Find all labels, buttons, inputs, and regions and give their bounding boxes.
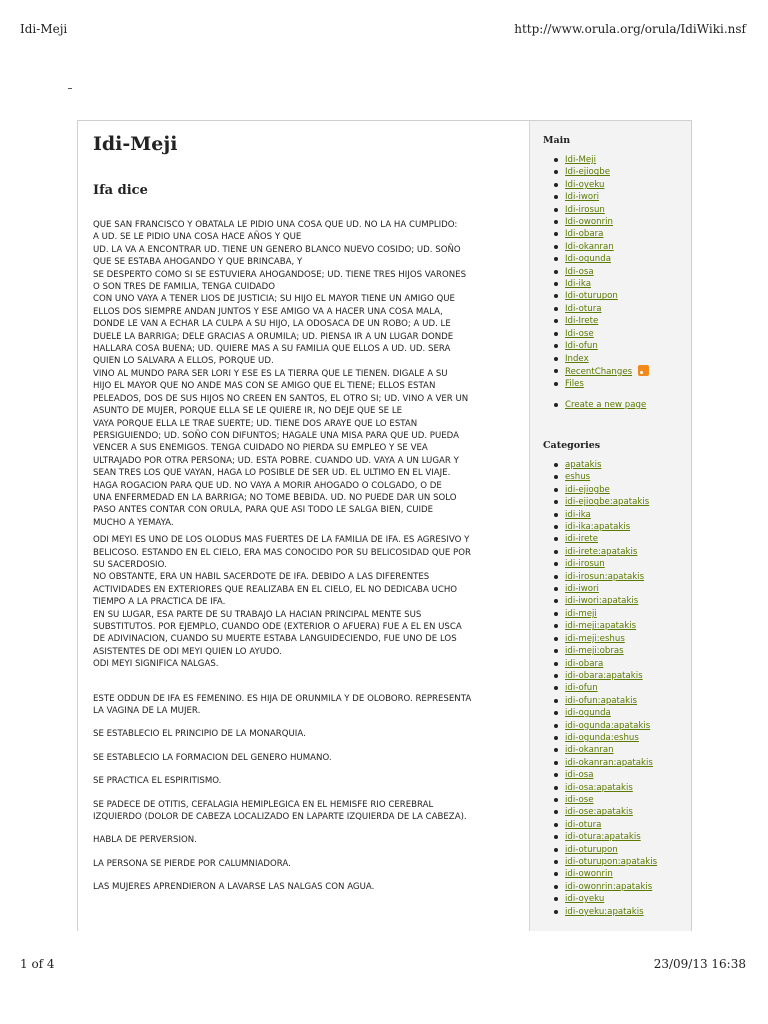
- list-item: [565, 695, 692, 707]
- categories-list: [530, 459, 692, 918]
- category-link[interactable]: idi-ose: [565, 794, 594, 805]
- sidebar-main-link[interactable]: Idi-oturupon: [565, 291, 618, 302]
- list-item: [565, 509, 692, 521]
- category-link[interactable]: idi-obara:apatakis: [565, 670, 643, 681]
- category-link[interactable]: idi-irete:apatakis: [565, 546, 638, 557]
- text-line: DONDE LE VAN A ECHAR LA CULPA A SU HIJO, LA ODOSACA DE UN ROBO; A UD. LE: [93, 319, 451, 330]
- list-item: [565, 608, 692, 620]
- text-line: LA PERSONA SE PIERDE POR CALUMNIADORA.: [93, 858, 291, 869]
- list-item: [565, 881, 692, 893]
- category-link[interactable]: idi-otura:apatakis: [565, 832, 641, 843]
- text-line: HAGA ROGACION PARA QUE UD. NO VAYA A MORIR AHOGADO O COLGADO, O DE: [93, 480, 442, 491]
- list-item: [565, 315, 692, 327]
- text-line: ODI MEYI SIGNIFICA NALGAS.: [93, 659, 219, 670]
- text-line: ESTE ODDUN DE IFA ES FEMENINO. ES HIJA DE ORUNMILA Y DE OLOBORO. REPRESENTA: [93, 693, 472, 704]
- rss-feed-icon[interactable]: [638, 365, 649, 376]
- list-item: [565, 266, 692, 278]
- sidebar-main-link[interactable]: Idi-ika: [565, 279, 591, 290]
- list-item: [565, 191, 692, 203]
- print-header-url: http://www.orula.org/orula/IdiWiki.nsf: [514, 22, 746, 36]
- text-line: PERSIGUIENDO; UD. SOÑO CON DIFUNTOS; HAGALE UNA MISA PARA QUE UD. PUEDA: [93, 430, 460, 441]
- list-item: [565, 459, 692, 471]
- sidebar-main-link[interactable]: Idi-okanran: [565, 241, 614, 252]
- text-line: LAS MUJERES APRENDIERON A LAVARSE LAS NALGAS CON AGUA.: [93, 882, 375, 893]
- list-item: [565, 399, 692, 411]
- list-item: [565, 533, 692, 545]
- text-line: SE DESPERTO COMO SI SE ESTUVIERA AHOGANDOSE; UD. TIENE TRES HIJOS VARONES: [93, 269, 467, 280]
- paragraph: [93, 219, 521, 529]
- category-link[interactable]: idi-ose:apatakis: [565, 807, 633, 818]
- list-item: [565, 868, 692, 880]
- text-line: ACTIVIDADES EN EXTERIORES QUE REALIZABA EN EL CIELO, EL NO DEDICABA UCHO: [93, 584, 458, 595]
- list-item: [565, 521, 692, 533]
- list-item: [565, 819, 692, 831]
- category-link[interactable]: idi-iwori:apatakis: [565, 596, 639, 607]
- category-link[interactable]: idi-okanran:apatakis: [565, 757, 653, 768]
- paragraph: [93, 858, 521, 870]
- text-line: NO OBSTANTE, ERA UN HABIL SACERDOTE DE IFA. DEBIDO A LAS DIFERENTES: [93, 572, 430, 583]
- list-item: [565, 290, 692, 302]
- sidebar-main-link[interactable]: Files: [565, 379, 584, 390]
- list-item: [565, 484, 692, 496]
- text-line: HALLARA COSA BUENA; UD. QUIERE MAS A SU FAMILIA QUE ELLOS A UD. UD. SERA: [93, 344, 451, 355]
- list-item: [565, 546, 692, 558]
- sidebar-main-link[interactable]: Idi-ose: [565, 328, 594, 339]
- list-item: [565, 782, 692, 794]
- list-item: [565, 571, 692, 583]
- sidebar-main-link[interactable]: Index: [565, 353, 589, 364]
- text-line: DUELE LA BARRIGA; DELE GRACIAS A ORUMILA; UD. PIENSA IR A UN LUGAR DONDE: [93, 331, 454, 342]
- paragraph: [93, 799, 521, 824]
- text-line: SU SACERDOSIO.: [93, 559, 167, 570]
- list-item: [565, 769, 692, 781]
- sidebar-main-link[interactable]: Idi-obara: [565, 229, 604, 240]
- category-link[interactable]: idi-meji:eshus: [565, 633, 625, 644]
- text-line: TIEMPO A LA PRACTICA DE IFA.: [93, 597, 226, 608]
- category-link[interactable]: idi-ofun:apatakis: [565, 695, 638, 706]
- list-item: [565, 378, 692, 390]
- create-list: [530, 399, 692, 411]
- text-line: UNA ENFERMEDAD EN LA BARRIGA; NO TOME BEBIDA. UD. NO PUEDE DAR UN SOLO: [93, 492, 457, 503]
- category-link[interactable]: idi-irete: [565, 534, 599, 545]
- print-header-title: Idi-Meji: [20, 22, 68, 36]
- category-link[interactable]: eshus: [565, 472, 591, 483]
- text-line: UD. LA VA A ENCONTRAR UD. TIENE UN GENERO BLANCO NUEVO COSIDO; UD. SOÑO: [93, 244, 461, 255]
- list-item: [565, 179, 692, 191]
- category-link[interactable]: apatakis: [565, 460, 602, 470]
- list-item: [565, 744, 692, 756]
- category-link[interactable]: idi-okanran: [565, 745, 614, 756]
- category-link[interactable]: idi-meji:apatakis: [565, 621, 637, 632]
- text-line: QUE SAN FRANCISCO Y OBATALA LE PIDIO UNA COSA QUE UD. NO LA HA CUMPLIDO:: [93, 220, 458, 230]
- text-line: ODI MEYI ES UNO DE LOS OLODUS MAS FUERTES DE LA FAMILIA DE IFA. ES AGRESIVO Y: [93, 535, 470, 546]
- sidebar-categories-title: Categories: [543, 440, 601, 451]
- text-line: A UD. SE LE PIDIO UNA COSA HACE AÑOS Y QUE: [93, 232, 302, 243]
- list-item: [565, 720, 692, 732]
- list-item: [565, 893, 692, 905]
- category-link[interactable]: idi-ika: [565, 509, 591, 520]
- text-line: VENCER A SUS ENEMIGOS. TENGA CUIDADO NO PIERDA SU EMPLEO Y SE VEA: [93, 443, 428, 454]
- list-item: [565, 365, 692, 378]
- text-line: LA VAGINA DE LA MUJER.: [93, 706, 201, 717]
- text-line: PASO ANTES CONTAR CON ORULA, PARA QUE ASI TODO LE SALGA BIEN, CUIDE: [93, 505, 434, 516]
- sidebar-main-link[interactable]: Idi-otura: [565, 303, 602, 314]
- list-item: [565, 645, 692, 657]
- paragraph: [93, 752, 521, 764]
- category-link[interactable]: idi-oyeku:apatakis: [565, 906, 644, 917]
- text-line: QUE SE ESTABA AHOGANDO Y QUE BRINCABA, Y: [93, 257, 303, 268]
- list-item: [565, 844, 692, 856]
- category-link[interactable]: idi-osa: [565, 770, 594, 781]
- text-line: ELLOS DOS SIEMPRE ANDAN JUNTOS Y ESE AMIGO VA A HACER UNA COSA MALA,: [93, 306, 443, 317]
- category-link[interactable]: idi-oyeku: [565, 894, 605, 905]
- list-item: [565, 496, 692, 508]
- section-heading: Ifa dice: [93, 183, 148, 198]
- sidebar-main-link[interactable]: Idi-Irete: [565, 316, 599, 327]
- sidebar-categories-section: [530, 440, 692, 918]
- list-item: [565, 633, 692, 645]
- category-link[interactable]: idi-osa:apatakis: [565, 782, 633, 793]
- article-body: [93, 219, 521, 894]
- text-line: DE ADIVINACION, CUANDO SU MUERTE ESTABA LANGUIDECIENDO, FUE UNO DE LOS: [93, 634, 457, 645]
- sidebar-main-link[interactable]: Idi-irosun: [565, 204, 605, 215]
- category-link[interactable]: idi-ika:apatakis: [565, 522, 631, 533]
- text-line: VAYA PORQUE ELLA LE TRAE SUERTE; UD. TIENE DOS ARAYE QUE LO ESTAN: [93, 418, 418, 429]
- page-title: Idi-Meji: [93, 133, 178, 155]
- list-item: [565, 658, 692, 670]
- list-item: [565, 806, 692, 818]
- sidebar-main-link[interactable]: Idi-ejiogbe: [565, 167, 610, 178]
- sidebar-main-link[interactable]: Idi-ogunda: [565, 254, 611, 265]
- text-line: SUBSTITUTOS. POR EJEMPLO, CUANDO ODE (EXTERIOR O AFUERA) FUE A EL EN USCA: [93, 622, 462, 632]
- paragraph: [93, 728, 521, 740]
- category-link[interactable]: idi-obara: [565, 658, 604, 669]
- text-line: ULTRAJADO POR OTRA PERSONA; UD. ESTA POBRE. CUANDO UD. VAYA A UN LUGAR Y: [93, 455, 459, 466]
- category-link[interactable]: idi-ogunda:eshus: [565, 732, 639, 743]
- list-item: [565, 732, 692, 744]
- sidebar-main-link[interactable]: Idi-Meji: [565, 155, 596, 165]
- list-item: [565, 757, 692, 769]
- sidebar-main-link[interactable]: Idi-owonrin: [565, 217, 613, 228]
- sidebar-main-link[interactable]: Idi-iwori: [565, 192, 600, 203]
- text-line: EN SU LUGAR, ESA PARTE DE SU TRABAJO LA HACIAN PRINCIPAL MENTE SUS: [93, 609, 422, 620]
- category-link[interactable]: idi-irosun: [565, 559, 605, 570]
- sidebar: [529, 121, 692, 931]
- text-line: SE PRACTICA EL ESPIRITISMO.: [93, 776, 222, 787]
- text-line: HABLA DE PERVERSION.: [93, 835, 197, 846]
- list-item: [565, 353, 692, 365]
- sidebar-main-link[interactable]: RecentChanges: [565, 366, 633, 377]
- paragraph: [93, 775, 521, 787]
- list-item: [565, 583, 692, 595]
- category-link[interactable]: idi-owonrin:apatakis: [565, 881, 653, 892]
- sidebar-main-link[interactable]: Idi-oyeku: [565, 179, 605, 190]
- list-item: [565, 856, 692, 868]
- list-item: [565, 204, 692, 216]
- list-item: [565, 595, 692, 607]
- text-line: HIJO EL MAYOR QUE NO ANDE MAS CON SE AMIGO QUE EL TIENE; ELLOS ESTAN: [93, 381, 436, 392]
- text-line: CON UNO VAYA A TENER LIOS DE JUSTICIA; SU HIJO EL MAYOR TIENE UN AMIGO QUE: [93, 294, 455, 305]
- category-link[interactable]: idi-ejiogbe: [565, 484, 610, 495]
- text-line: O SON TRES DE FAMILIA, TENGA CUIDADO: [93, 282, 276, 293]
- create-page-link[interactable]: Create a new page: [565, 399, 647, 410]
- list-item: [565, 471, 692, 483]
- wiki-page: [77, 120, 692, 931]
- text-line: SE ESTABLECIO EL PRINCIPIO DE LA MONARQUIA.: [93, 729, 306, 740]
- text-line: ASISTENTES DE ODI MEYI QUIEN LO AYUDO.: [93, 646, 282, 657]
- text-line: SE ESTABLECIO LA FORMACION DEL GENERO HUMANO.: [93, 752, 332, 763]
- text-line: ASUNTO DE MUJER, PORQUE ELLA SE LE QUIERE IR, NO DEJE QUE SE LE: [93, 406, 403, 417]
- list-item: [565, 253, 692, 265]
- print-datetime: 23/09/13 16:38: [653, 957, 746, 971]
- paragraph: [93, 881, 521, 893]
- list-item: [565, 228, 692, 240]
- list-item: [565, 558, 692, 570]
- list-item: [565, 620, 692, 632]
- list-item: [565, 831, 692, 843]
- list-item: [565, 303, 692, 315]
- text-line: BELICOSO. ESTANDO EN EL CIELO, ERA MAS CONOCIDO POR SU BELICOSIDAD QUE POR: [93, 547, 471, 558]
- sidebar-main-title: Main: [543, 135, 571, 146]
- text-line: SE PADECE DE OTITIS, CEFALAGIA HEMIPLEGICA EN EL HEMISFE RIO CEREBRAL: [93, 799, 434, 810]
- paragraph: [93, 693, 521, 718]
- category-link[interactable]: idi-iwori: [565, 584, 599, 595]
- text-line: QUIEN LO SALVARA A ELLOS, PORQUE UD.: [93, 356, 274, 367]
- list-item: [565, 794, 692, 806]
- category-link[interactable]: idi-ogunda:apatakis: [565, 720, 651, 731]
- article-column: [78, 121, 528, 931]
- category-link[interactable]: idi-ofun: [565, 683, 598, 694]
- page-counter: 1 of 4: [20, 957, 55, 971]
- text-line: IZQUIERDO (DOLOR DE CABEZA LOCALIZADO EN LAPARTE IZQUIERDA DE LA CABEZA).: [93, 812, 467, 823]
- list-item: [565, 216, 692, 228]
- paragraph: [93, 834, 521, 846]
- category-link[interactable]: idi-ogunda: [565, 708, 611, 719]
- text-line: SEAN TRES LOS QUE VAYAN, HAGA LO POSIBLE DE SER UD. EL ULTIMO EN EL VIAJE.: [93, 468, 451, 479]
- list-item: [565, 670, 692, 682]
- list-item: [565, 328, 692, 340]
- sidebar-main-section: [530, 135, 692, 411]
- category-link[interactable]: idi-owonrin: [565, 869, 613, 880]
- paragraph: [93, 534, 521, 670]
- list-item: [565, 682, 692, 694]
- text-line: VINO AL MUNDO PARA SER LORI Y ESE ES LA TIERRA QUE LE TIENEN. DIGALE A SU: [93, 368, 448, 379]
- text-line: PELEADOS, DOS DE SUS HIJOS NO CREEN EN SANTOS, EL OTRO SI; UD. VINO A VER UN: [93, 393, 469, 404]
- category-link[interactable]: idi-oturupon:apatakis: [565, 857, 658, 867]
- divider-mark: [68, 88, 72, 89]
- sidebar-main-link[interactable]: Idi-ofun: [565, 341, 598, 352]
- category-link[interactable]: idi-irosun:apatakis: [565, 571, 645, 582]
- main-links-list: [530, 154, 692, 391]
- list-item: [565, 241, 692, 253]
- category-link[interactable]: idi-otura: [565, 819, 602, 830]
- list-item: [565, 340, 692, 352]
- category-link[interactable]: idi-ejiogbe:apatakis: [565, 497, 650, 508]
- text-line: MUCHO A YEMAYA.: [93, 517, 174, 528]
- category-link[interactable]: idi-meji: [565, 608, 597, 619]
- category-link[interactable]: idi-meji:obras: [565, 646, 624, 657]
- sidebar-main-link[interactable]: Idi-osa: [565, 266, 594, 277]
- category-link[interactable]: idi-oturupon: [565, 844, 618, 855]
- list-item: [565, 906, 692, 918]
- list-item: [565, 278, 692, 290]
- list-item: [565, 707, 692, 719]
- list-item: [565, 166, 692, 178]
- list-item: [565, 154, 692, 166]
